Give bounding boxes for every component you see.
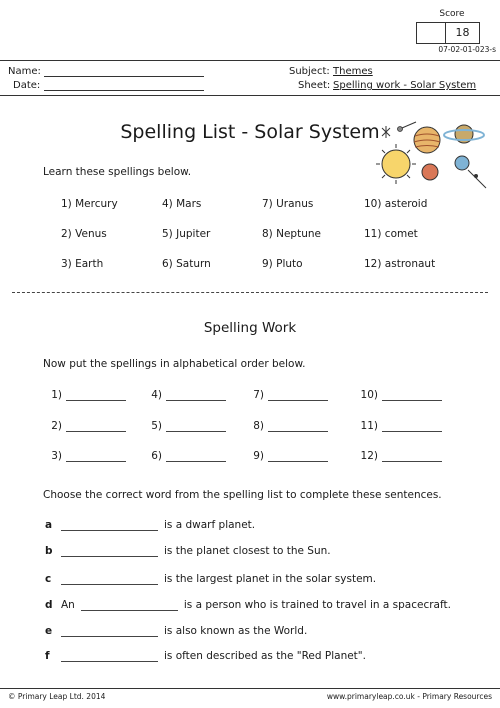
header-rule <box>0 95 500 96</box>
sentence-row <box>61 625 307 637</box>
order-blank[interactable] <box>148 420 226 432</box>
blank-line[interactable] <box>382 451 442 462</box>
blank-number: 11) <box>360 420 378 432</box>
sentence-row <box>61 545 331 557</box>
order-blank[interactable] <box>250 389 328 401</box>
comet-icon <box>398 122 417 132</box>
blank-line[interactable] <box>66 451 126 462</box>
subject-label: Subject: <box>289 66 330 77</box>
footer-rule <box>0 688 500 689</box>
sentence-letter: a <box>45 519 53 531</box>
blank-line[interactable] <box>166 421 226 432</box>
blank-number: 2) <box>51 420 62 432</box>
order-blank[interactable] <box>148 389 226 401</box>
word-item: 12) astronaut <box>364 258 436 270</box>
blank-line[interactable] <box>268 421 328 432</box>
order-blank[interactable] <box>250 420 328 432</box>
date-label: Date: <box>13 80 41 91</box>
order-blank[interactable] <box>148 450 226 462</box>
name-label: Name: <box>8 66 41 77</box>
sentence-letter: b <box>45 545 53 557</box>
order-blank[interactable] <box>48 450 126 462</box>
blank-number: 4) <box>151 389 162 401</box>
blank-line[interactable] <box>268 390 328 401</box>
order-blank[interactable] <box>48 389 126 401</box>
ringed-planet-icon <box>455 156 486 188</box>
subject-value: Themes <box>333 66 373 77</box>
date-field[interactable] <box>44 90 204 91</box>
blank-line[interactable] <box>66 390 126 401</box>
sentence-prefix: An <box>61 599 75 611</box>
sentence-letter: f <box>45 650 50 662</box>
sentence-letter: e <box>45 625 53 637</box>
star-icon <box>382 126 390 138</box>
score-box <box>416 22 480 44</box>
blank-number: 7) <box>253 389 264 401</box>
word-item: 9) Pluto <box>262 258 303 270</box>
order-instruction: Now put the spellings in alphabetical order below. <box>43 358 306 370</box>
sentence-blank[interactable] <box>61 520 158 531</box>
sentence-text: is the largest planet in the solar system. <box>164 573 377 585</box>
word-item: 6) Saturn <box>162 258 211 270</box>
sentence-text: is also known as the World. <box>164 625 308 637</box>
sheet-label: Sheet: <box>298 80 331 91</box>
sentence-row <box>61 599 451 611</box>
copyright-text: © Primary Leap Ltd. 2014 <box>8 692 106 701</box>
order-blank[interactable] <box>358 420 442 432</box>
score-empty-cell <box>417 23 446 43</box>
sentence-text: is a person who is trained to travel in a spacecraft. <box>183 599 451 611</box>
blank-line[interactable] <box>382 421 442 432</box>
top-rule <box>0 60 500 61</box>
blank-line[interactable] <box>268 451 328 462</box>
word-item: 7) Uranus <box>262 198 314 210</box>
sentence-text: is often described as the "Red Planet". <box>164 650 366 662</box>
sentence-row <box>61 650 366 662</box>
page-title: Spelling List - Solar System <box>120 121 380 143</box>
jupiter-icon <box>414 127 440 153</box>
sheet-reference: 07-02-01-023-s <box>438 45 496 54</box>
sun-icon <box>376 144 416 184</box>
sheet-value: Spelling work - Solar System <box>333 80 477 91</box>
word-item: 1) Mercury <box>61 198 118 210</box>
sentence-letter: d <box>45 599 53 611</box>
blank-line[interactable] <box>166 390 226 401</box>
word-item: 4) Mars <box>162 198 202 210</box>
website-link[interactable]: www.primaryleap.co.uk - Primary Resources <box>326 692 492 701</box>
blank-number: 9) <box>253 450 264 462</box>
blank-line[interactable] <box>166 451 226 462</box>
order-blank[interactable] <box>48 420 126 432</box>
score-value: 18 <box>455 26 470 39</box>
blank-line[interactable] <box>382 390 442 401</box>
word-item: 2) Venus <box>61 228 107 240</box>
word-item: 11) comet <box>364 228 418 240</box>
sentence-blank[interactable] <box>61 546 158 557</box>
section-title: Spelling Work <box>203 320 297 336</box>
order-blank[interactable] <box>250 450 328 462</box>
sentence-text: is the planet closest to the Sun. <box>164 545 331 557</box>
sentence-blank[interactable] <box>61 626 158 637</box>
sentence-text: is a dwarf planet. <box>164 519 256 531</box>
blank-number: 8) <box>253 420 264 432</box>
sentence-instruction: Choose the correct word from the spelling list to complete these sentences. <box>43 489 442 501</box>
sentence-blank[interactable] <box>61 574 158 585</box>
order-blank[interactable] <box>358 389 442 401</box>
sentence-blank[interactable] <box>61 651 158 662</box>
blank-number: 6) <box>151 450 162 462</box>
blank-number: 3) <box>51 450 62 462</box>
word-item: 3) Earth <box>61 258 104 270</box>
sentence-row <box>61 573 376 585</box>
blank-number: 12) <box>360 450 378 462</box>
planet-icon <box>422 164 438 180</box>
score-label: Score <box>439 9 465 19</box>
name-field[interactable] <box>44 76 204 77</box>
blank-number: 10) <box>360 389 378 401</box>
dashed-separator <box>12 292 488 293</box>
sentence-row <box>61 519 255 531</box>
word-item: 8) Neptune <box>262 228 321 240</box>
sentence-letter: c <box>45 573 52 585</box>
sentence-blank[interactable] <box>81 600 178 611</box>
order-blank[interactable] <box>358 450 442 462</box>
intro-text: Learn these spellings below. <box>43 166 192 178</box>
saturn-icon <box>444 125 484 143</box>
blank-line[interactable] <box>66 421 126 432</box>
blank-number: 5) <box>151 420 162 432</box>
word-item: 10) asteroid <box>364 198 428 210</box>
blank-number: 1) <box>51 389 62 401</box>
solar-system-illustration <box>372 118 494 192</box>
word-item: 5) Jupiter <box>162 228 211 240</box>
